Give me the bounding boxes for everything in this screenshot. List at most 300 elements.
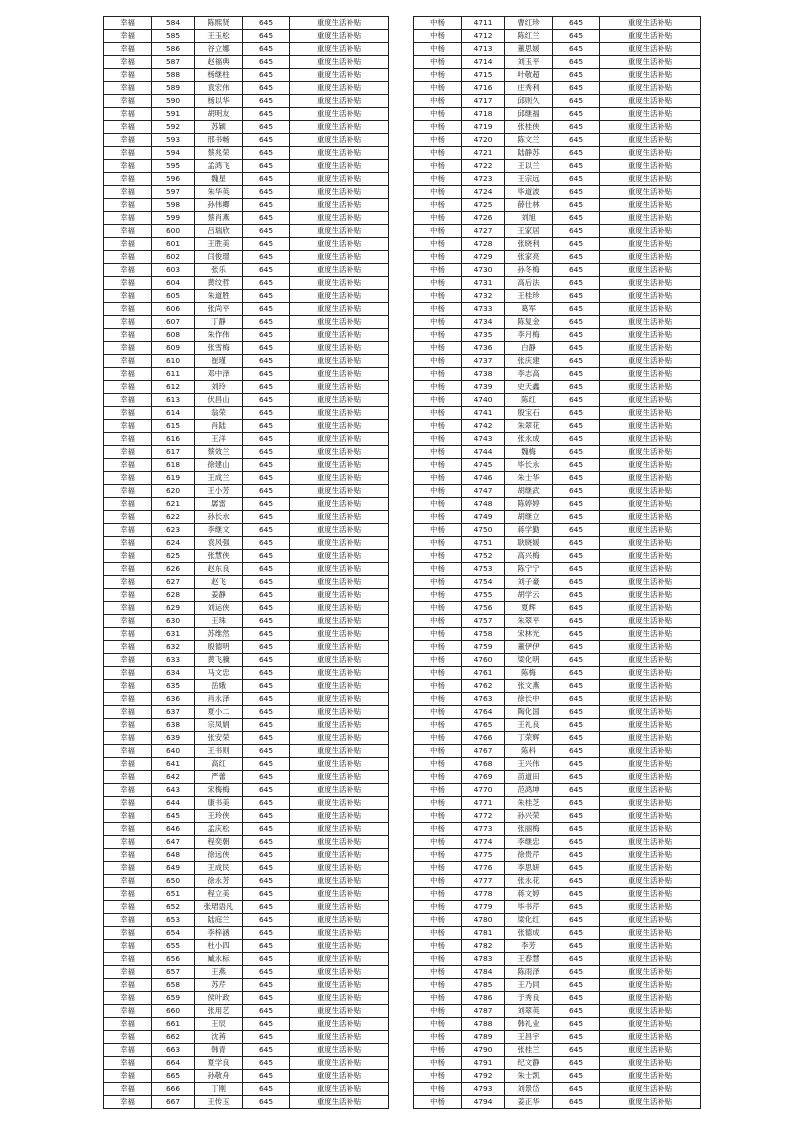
number-cell: 4729 — [462, 251, 505, 264]
name-cell: 邱继福 — [505, 108, 553, 121]
amount-cell: 645 — [243, 186, 290, 199]
amount-cell: 645 — [553, 160, 600, 173]
table-row — [104, 914, 389, 927]
amount-cell: 645 — [553, 446, 600, 459]
number-cell: 613 — [152, 394, 195, 407]
name-cell: 殷宝石 — [505, 407, 553, 420]
village-cell: 中杨 — [414, 420, 462, 433]
table-row — [104, 121, 389, 134]
amount-cell: 645 — [243, 225, 290, 238]
category-cell: 重度生活补贴 — [600, 264, 701, 277]
name-cell: 白静 — [505, 342, 553, 355]
name-cell: 高后法 — [505, 277, 553, 290]
name-cell: 赵东良 — [195, 563, 243, 576]
amount-cell: 645 — [243, 433, 290, 446]
table-row — [104, 459, 389, 472]
name-cell: 王昌宇 — [505, 1031, 553, 1044]
amount-cell: 645 — [553, 147, 600, 160]
table-row — [414, 745, 701, 758]
name-cell: 宋林光 — [505, 628, 553, 641]
village-cell: 幸福 — [104, 1070, 152, 1083]
number-cell: 607 — [152, 316, 195, 329]
number-cell: 653 — [152, 914, 195, 927]
table-row — [414, 1070, 701, 1083]
amount-cell: 645 — [243, 602, 290, 615]
amount-cell: 645 — [553, 732, 600, 745]
number-cell: 621 — [152, 498, 195, 511]
number-cell: 4786 — [462, 992, 505, 1005]
category-cell: 重度生活补贴 — [600, 953, 701, 966]
village-cell: 幸福 — [104, 849, 152, 862]
category-cell: 重度生活补贴 — [290, 472, 389, 485]
village-cell: 幸福 — [104, 1044, 152, 1057]
name-cell: 魏星 — [195, 173, 243, 186]
amount-cell: 645 — [243, 563, 290, 576]
name-cell: 赵飞 — [195, 576, 243, 589]
name-cell: 丁荣辉 — [505, 732, 553, 745]
table-row — [414, 706, 701, 719]
village-cell: 中杨 — [414, 953, 462, 966]
table-row — [414, 17, 701, 30]
category-cell: 重度生活补贴 — [600, 186, 701, 199]
village-cell: 幸福 — [104, 485, 152, 498]
table-row — [414, 498, 701, 511]
table-row — [414, 316, 701, 329]
name-cell: 张用艺 — [195, 1005, 243, 1018]
category-cell: 重度生活补贴 — [290, 316, 389, 329]
village-cell: 中杨 — [414, 745, 462, 758]
table-row — [414, 407, 701, 420]
table-row — [414, 836, 701, 849]
category-cell: 重度生活补贴 — [290, 914, 389, 927]
name-cell: 刘玉平 — [505, 56, 553, 69]
category-cell: 重度生活补贴 — [600, 992, 701, 1005]
table-row — [104, 1044, 389, 1057]
category-cell: 重度生活补贴 — [290, 121, 389, 134]
number-cell: 4794 — [462, 1096, 505, 1109]
category-cell: 重度生活补贴 — [290, 1057, 389, 1070]
village-cell: 中杨 — [414, 563, 462, 576]
amount-cell: 645 — [243, 1083, 290, 1096]
table-row — [104, 1070, 389, 1083]
amount-cell: 645 — [243, 407, 290, 420]
amount-cell: 645 — [553, 1070, 600, 1083]
number-cell: 600 — [152, 225, 195, 238]
village-cell: 幸福 — [104, 368, 152, 381]
category-cell: 重度生活补贴 — [600, 1083, 701, 1096]
village-cell: 中杨 — [414, 329, 462, 342]
amount-cell: 645 — [243, 355, 290, 368]
amount-cell: 645 — [243, 901, 290, 914]
name-cell: 翁荣 — [195, 407, 243, 420]
table-row — [104, 186, 389, 199]
amount-cell: 645 — [553, 654, 600, 667]
number-cell: 4747 — [462, 485, 505, 498]
village-cell: 中杨 — [414, 1044, 462, 1057]
table-row — [414, 771, 701, 784]
number-cell: 639 — [152, 732, 195, 745]
number-cell: 4764 — [462, 706, 505, 719]
name-cell: 张丽梅 — [505, 823, 553, 836]
table-row — [414, 446, 701, 459]
village-cell: 幸福 — [104, 771, 152, 784]
amount-cell: 645 — [553, 303, 600, 316]
amount-cell: 645 — [553, 823, 600, 836]
amount-cell: 645 — [553, 1031, 600, 1044]
category-cell: 重度生活补贴 — [600, 563, 701, 576]
name-cell: 梁化明 — [505, 654, 553, 667]
category-cell: 重度生活补贴 — [600, 17, 701, 30]
table-row — [104, 43, 389, 56]
name-cell: 孟鸿飞 — [195, 160, 243, 173]
name-cell: 张慧侠 — [195, 550, 243, 563]
name-cell: 王辰 — [195, 1018, 243, 1031]
name-cell: 徐长中 — [505, 693, 553, 706]
amount-cell: 645 — [553, 537, 600, 550]
table-row — [414, 784, 701, 797]
table-row — [104, 667, 389, 680]
name-cell: 孙伟卿 — [195, 199, 243, 212]
amount-cell: 645 — [553, 888, 600, 901]
table-row — [104, 1005, 389, 1018]
amount-cell: 645 — [553, 563, 600, 576]
number-cell: 643 — [152, 784, 195, 797]
table-row — [104, 303, 389, 316]
village-cell: 中杨 — [414, 212, 462, 225]
name-cell: 王成民 — [195, 862, 243, 875]
village-cell: 中杨 — [414, 758, 462, 771]
village-cell: 幸福 — [104, 433, 152, 446]
category-cell: 重度生活补贴 — [290, 212, 389, 225]
category-cell: 重度生活补贴 — [600, 875, 701, 888]
table-row — [414, 888, 701, 901]
number-cell: 641 — [152, 758, 195, 771]
name-cell: 宗凤娟 — [195, 719, 243, 732]
category-cell: 重度生活补贴 — [600, 290, 701, 303]
category-cell: 重度生活补贴 — [290, 810, 389, 823]
table-row — [104, 394, 389, 407]
village-cell: 幸福 — [104, 641, 152, 654]
category-cell: 重度生活补贴 — [600, 940, 701, 953]
village-cell: 幸福 — [104, 758, 152, 771]
amount-cell: 645 — [553, 901, 600, 914]
number-cell: 602 — [152, 251, 195, 264]
number-cell: 4773 — [462, 823, 505, 836]
category-cell: 重度生活补贴 — [290, 251, 389, 264]
name-cell: 张晓利 — [505, 238, 553, 251]
amount-cell: 645 — [553, 576, 600, 589]
amount-cell: 645 — [553, 836, 600, 849]
table-row — [104, 498, 389, 511]
left-table — [103, 16, 389, 1109]
table-row — [414, 992, 701, 1005]
village-cell: 幸福 — [104, 420, 152, 433]
name-cell: 赵福典 — [195, 56, 243, 69]
category-cell: 重度生活补贴 — [290, 667, 389, 680]
table-row — [104, 992, 389, 1005]
amount-cell: 645 — [243, 875, 290, 888]
category-cell: 重度生活补贴 — [290, 186, 389, 199]
number-cell: 4745 — [462, 459, 505, 472]
category-cell: 重度生活补贴 — [600, 420, 701, 433]
number-cell: 652 — [152, 901, 195, 914]
number-cell: 4788 — [462, 1018, 505, 1031]
table-row — [414, 1083, 701, 1096]
category-cell: 重度生活补贴 — [290, 979, 389, 992]
name-cell: 魏梅 — [505, 446, 553, 459]
name-cell: 孙长水 — [195, 511, 243, 524]
name-cell: 葛军 — [505, 303, 553, 316]
village-cell: 幸福 — [104, 602, 152, 615]
amount-cell: 645 — [243, 238, 290, 251]
village-cell: 幸福 — [104, 628, 152, 641]
amount-cell: 645 — [243, 420, 290, 433]
number-cell: 585 — [152, 30, 195, 43]
category-cell: 重度生活补贴 — [290, 43, 389, 56]
table-row — [104, 758, 389, 771]
number-cell: 4750 — [462, 524, 505, 537]
name-cell: 庄秀利 — [505, 82, 553, 95]
amount-cell: 645 — [243, 511, 290, 524]
category-cell: 重度生活补贴 — [290, 1083, 389, 1096]
number-cell: 596 — [152, 173, 195, 186]
village-cell: 幸福 — [104, 524, 152, 537]
village-cell: 幸福 — [104, 355, 152, 368]
category-cell: 重度生活补贴 — [290, 927, 389, 940]
category-cell: 重度生活补贴 — [600, 797, 701, 810]
category-cell: 重度生活补贴 — [290, 888, 389, 901]
number-cell: 665 — [152, 1070, 195, 1083]
table-row — [104, 966, 389, 979]
village-cell: 中杨 — [414, 797, 462, 810]
amount-cell: 645 — [243, 836, 290, 849]
number-cell: 661 — [152, 1018, 195, 1031]
amount-cell: 645 — [243, 862, 290, 875]
right-table-body — [414, 17, 701, 1109]
category-cell: 重度生活补贴 — [600, 550, 701, 563]
name-cell: 陈梅 — [505, 667, 553, 680]
number-cell: 644 — [152, 797, 195, 810]
table-row — [414, 485, 701, 498]
number-cell: 4779 — [462, 901, 505, 914]
category-cell: 重度生活补贴 — [600, 472, 701, 485]
name-cell: 杨以华 — [195, 95, 243, 108]
category-cell: 重度生活补贴 — [600, 576, 701, 589]
table-row — [104, 732, 389, 745]
name-cell: 毕道波 — [505, 186, 553, 199]
name-cell: 王书则 — [195, 745, 243, 758]
village-cell: 幸福 — [104, 654, 152, 667]
village-cell: 幸福 — [104, 901, 152, 914]
table-row — [414, 940, 701, 953]
name-cell: 夏小二 — [195, 706, 243, 719]
name-cell: 叶敬超 — [505, 69, 553, 82]
category-cell: 重度生活补贴 — [290, 433, 389, 446]
category-cell: 重度生活补贴 — [290, 680, 389, 693]
category-cell: 重度生活补贴 — [290, 706, 389, 719]
category-cell: 重度生活补贴 — [600, 277, 701, 290]
number-cell: 599 — [152, 212, 195, 225]
category-cell: 重度生活补贴 — [600, 524, 701, 537]
village-cell: 中杨 — [414, 576, 462, 589]
village-cell: 中杨 — [414, 407, 462, 420]
category-cell: 重度生活补贴 — [290, 95, 389, 108]
village-cell: 中杨 — [414, 1005, 462, 1018]
village-cell: 中杨 — [414, 1031, 462, 1044]
village-cell: 中杨 — [414, 186, 462, 199]
table-row — [104, 823, 389, 836]
amount-cell: 645 — [553, 758, 600, 771]
amount-cell: 645 — [553, 82, 600, 95]
category-cell: 重度生活补贴 — [600, 160, 701, 173]
village-cell: 中杨 — [414, 43, 462, 56]
village-cell: 幸福 — [104, 212, 152, 225]
number-cell: 603 — [152, 264, 195, 277]
amount-cell: 645 — [243, 56, 290, 69]
name-cell: 纪文静 — [505, 1057, 553, 1070]
table-row — [414, 147, 701, 160]
number-cell: 4781 — [462, 927, 505, 940]
category-cell: 重度生活补贴 — [600, 1005, 701, 1018]
number-cell: 4761 — [462, 667, 505, 680]
category-cell: 重度生活补贴 — [600, 719, 701, 732]
number-cell: 4758 — [462, 628, 505, 641]
village-cell: 中杨 — [414, 173, 462, 186]
number-cell: 656 — [152, 953, 195, 966]
amount-cell: 645 — [243, 732, 290, 745]
category-cell: 重度生活补贴 — [290, 901, 389, 914]
category-cell: 重度生活补贴 — [600, 82, 701, 95]
table-row — [104, 199, 389, 212]
village-cell: 中杨 — [414, 485, 462, 498]
name-cell: 邓中泽 — [195, 368, 243, 381]
name-cell: 陈熙贤 — [195, 17, 243, 30]
category-cell: 重度生活补贴 — [600, 485, 701, 498]
village-cell: 中杨 — [414, 121, 462, 134]
amount-cell: 645 — [553, 342, 600, 355]
number-cell: 623 — [152, 524, 195, 537]
name-cell: 丁刚 — [195, 1083, 243, 1096]
name-cell: 胡继立 — [505, 511, 553, 524]
category-cell: 重度生活补贴 — [600, 1057, 701, 1070]
name-cell: 陈雨泽 — [505, 966, 553, 979]
category-cell: 重度生活补贴 — [290, 771, 389, 784]
category-cell: 重度生活补贴 — [600, 95, 701, 108]
number-cell: 4744 — [462, 446, 505, 459]
village-cell: 幸福 — [104, 537, 152, 550]
table-row — [414, 433, 701, 446]
village-cell: 幸福 — [104, 706, 152, 719]
amount-cell: 645 — [553, 927, 600, 940]
amount-cell: 645 — [553, 225, 600, 238]
amount-cell: 645 — [243, 1057, 290, 1070]
name-cell: 闫俊璟 — [195, 251, 243, 264]
village-cell: 中杨 — [414, 771, 462, 784]
table-row — [104, 563, 389, 576]
number-cell: 662 — [152, 1031, 195, 1044]
name-cell: 张乐 — [195, 264, 243, 277]
amount-cell: 645 — [243, 121, 290, 134]
village-cell: 幸福 — [104, 823, 152, 836]
table-row — [104, 901, 389, 914]
number-cell: 663 — [152, 1044, 195, 1057]
name-cell: 张桂侠 — [505, 121, 553, 134]
category-cell: 重度生活补贴 — [290, 524, 389, 537]
amount-cell: 645 — [553, 849, 600, 862]
table-row — [414, 30, 701, 43]
number-cell: 610 — [152, 355, 195, 368]
amount-cell: 645 — [553, 95, 600, 108]
number-cell: 646 — [152, 823, 195, 836]
village-cell: 幸福 — [104, 979, 152, 992]
village-cell: 幸福 — [104, 56, 152, 69]
category-cell: 重度生活补贴 — [290, 849, 389, 862]
name-cell: 陈宁宁 — [505, 563, 553, 576]
table-row — [414, 186, 701, 199]
table-row — [104, 212, 389, 225]
village-cell: 幸福 — [104, 329, 152, 342]
table-row — [414, 173, 701, 186]
category-cell: 重度生活补贴 — [600, 459, 701, 472]
name-cell: 姜正华 — [505, 1096, 553, 1109]
amount-cell: 645 — [243, 30, 290, 43]
village-cell: 幸福 — [104, 407, 152, 420]
category-cell: 重度生活补贴 — [600, 1018, 701, 1031]
amount-cell: 645 — [243, 589, 290, 602]
amount-cell: 645 — [553, 485, 600, 498]
name-cell: 王以兰 — [505, 160, 553, 173]
number-cell: 625 — [152, 550, 195, 563]
category-cell: 重度生活补贴 — [290, 160, 389, 173]
category-cell: 重度生活补贴 — [600, 745, 701, 758]
table-row — [104, 277, 389, 290]
name-cell: 杨继柱 — [195, 69, 243, 82]
table-row — [104, 238, 389, 251]
name-cell: 徐远侠 — [195, 849, 243, 862]
name-cell: 李月梅 — [505, 329, 553, 342]
name-cell: 吕瑞欣 — [195, 225, 243, 238]
village-cell: 中杨 — [414, 849, 462, 862]
village-cell: 幸福 — [104, 589, 152, 602]
amount-cell: 645 — [243, 368, 290, 381]
amount-cell: 645 — [243, 667, 290, 680]
number-cell: 667 — [152, 1096, 195, 1109]
table-row — [104, 381, 389, 394]
amount-cell: 645 — [243, 758, 290, 771]
table-row — [414, 238, 701, 251]
number-cell: 4792 — [462, 1070, 505, 1083]
village-cell: 幸福 — [104, 160, 152, 173]
table-row — [104, 433, 389, 446]
category-cell: 重度生活补贴 — [290, 290, 389, 303]
village-cell: 幸福 — [104, 108, 152, 121]
number-cell: 4742 — [462, 420, 505, 433]
number-cell: 4749 — [462, 511, 505, 524]
name-cell: 张珺语凡 — [195, 901, 243, 914]
table-row — [104, 264, 389, 277]
amount-cell: 645 — [553, 797, 600, 810]
number-cell: 4739 — [462, 381, 505, 394]
amount-cell: 645 — [553, 628, 600, 641]
name-cell: 朱士华 — [505, 472, 553, 485]
amount-cell: 645 — [243, 966, 290, 979]
number-cell: 635 — [152, 680, 195, 693]
number-cell: 640 — [152, 745, 195, 758]
village-cell: 幸福 — [104, 511, 152, 524]
name-cell: 孙兴荣 — [505, 810, 553, 823]
category-cell: 重度生活补贴 — [290, 615, 389, 628]
village-cell: 中杨 — [414, 82, 462, 95]
